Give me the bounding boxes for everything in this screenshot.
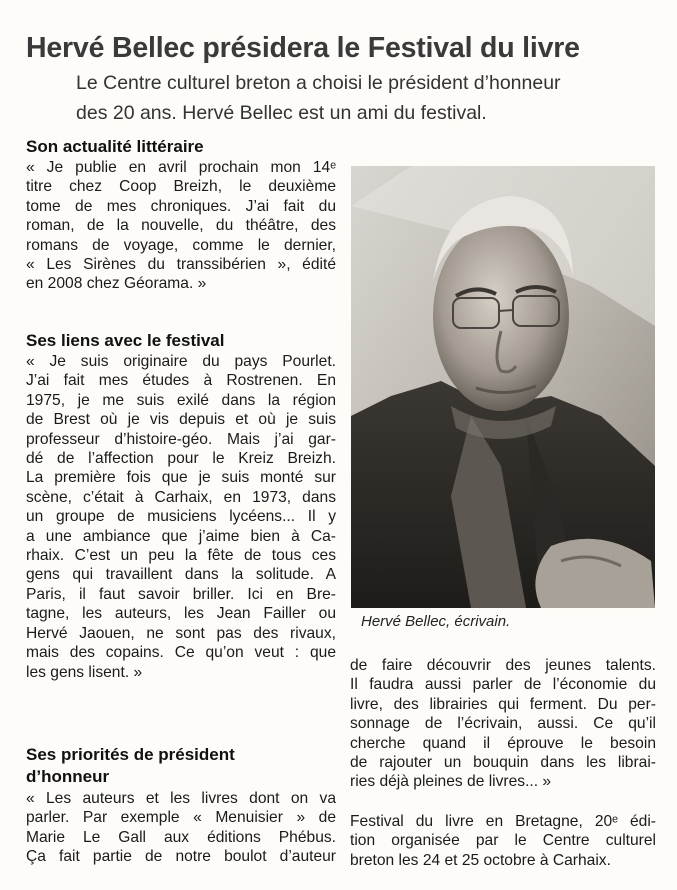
section-title-liens: Ses liens avec le festival (26, 331, 225, 350)
text-line: « Je suis originaire du pays Pourlet. (26, 353, 336, 370)
text-line: dé de l’affection pour le Kreiz Breizh. (26, 450, 336, 468)
text-line: livre, des librairies qui ferment. Du per- (350, 695, 656, 713)
section-title-actualite: Son actualité littéraire (26, 137, 204, 156)
text-line: professeur d’histoire-géo. Mais j’ai gar- (26, 430, 336, 448)
portrait-illustration (351, 166, 655, 608)
text-line: Marie Le Gall aux éditions Phébus. (26, 828, 336, 846)
text-line: Paris, il faut savoir briller. Ici en Bre- (26, 585, 336, 603)
text-line: cherche quand il éprouve le besoin (350, 734, 656, 752)
text-line: J’ai fait mes études à Rostrenen. En (26, 372, 336, 390)
section-body-priorites-continued (350, 656, 656, 792)
festival-note (350, 812, 656, 870)
text-line: roman, de la nouvelle, du théâtre, des (26, 217, 336, 235)
text-line: Hervé Jaouen, ne sont pas des rivaux, (26, 624, 336, 642)
text-line: Il faudra aussi parler de l’économie du (350, 676, 656, 694)
section-title-priorites (26, 744, 235, 788)
text-line: ries déjà pleines de livres... » (350, 773, 552, 791)
headline: Hervé Bellec présidera le Festival du livre (26, 32, 580, 64)
text-line: gens qui travaillent dans la solitude. A (26, 566, 336, 584)
section-title-line: d’honneur (26, 767, 110, 786)
text-line: de rajouter un bouquin dans les librai- (350, 754, 656, 772)
chapeau (76, 68, 656, 128)
text-line: titre chez Coop Breizh, le deuxième (26, 178, 336, 196)
text-line: Festival du livre en Bretagne, 20ᵉ édi- (350, 813, 656, 830)
chapeau-line: des 20 ans. Hervé Bellec est un ami du festival. (76, 102, 487, 124)
section-body-priorites (26, 789, 336, 867)
photo-caption: Hervé Bellec, écrivain. (361, 613, 511, 630)
section-title-line: Ses priorités de président (26, 745, 235, 764)
text-line: « Les auteurs et les livres dont on va (26, 790, 336, 807)
text-line: a une ambiance que j’aime bien à Ca- (26, 527, 336, 545)
text-line: de faire découvrir des jeunes talents. (350, 657, 656, 674)
text-line: un groupe de musiciens lycéens... Il y (26, 508, 336, 526)
text-line: rhaix. C’est un peu la fête de tous ces (26, 547, 336, 565)
text-line: « Je publie en avril prochain mon 14ᵉ (26, 159, 336, 176)
text-line: en 2008 chez Géorama. » (26, 275, 207, 293)
text-line: parler. Par exemple « Menuisier » de (26, 809, 336, 827)
text-line: tion organisée par le Centre culturel (350, 832, 656, 850)
text-line: 1975, je me suis exilé dans la région (26, 391, 336, 409)
text-line: sonnage de l’écrivain, aussi. Ce qu’il (350, 715, 656, 733)
text-line: de Brest où je vis depuis et où je suis (26, 411, 336, 429)
section-body-actualite (26, 158, 336, 294)
text-line: les gens lisent. » (26, 663, 143, 681)
text-line: « Les Sirènes du transsibérien », édité (26, 256, 336, 274)
portrait-photo (351, 166, 655, 608)
text-line: mais des copains. Ce qu’on veut : que (26, 644, 336, 662)
text-line: romans de voyage, comme le dernier, (26, 236, 336, 254)
text-line: tagne, les auteurs, les Jean Failler ou (26, 605, 336, 623)
text-line: tome de mes chroniques. J’ai fait du (26, 197, 336, 215)
text-line: La première fois que je suis monté sur (26, 469, 336, 487)
text-line: scène, c’était à Carhaix, en 1973, dans (26, 488, 336, 506)
text-line: breton les 24 et 25 octobre à Carhaix. (350, 851, 611, 869)
section-body-liens (26, 352, 336, 682)
chapeau-line: Le Centre culturel breton a choisi le président d’honneur (76, 72, 561, 94)
text-line: Ça fait partie de notre boulot d’auteur (26, 848, 336, 866)
